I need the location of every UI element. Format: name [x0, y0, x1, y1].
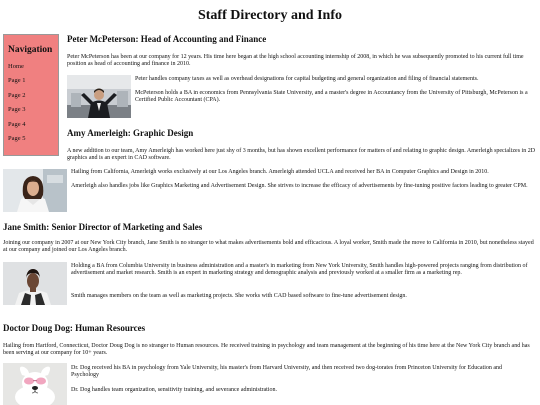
nav-link-page-2[interactable]: Page 2: [8, 91, 26, 99]
nav-link-page-5[interactable]: Page 5: [8, 134, 26, 142]
staff-paragraph-2-jane: Smith manages members on the team as well as marketing projects. She works with CAD based software to fine-tune advertisement design.: [71, 293, 407, 299]
staff-paragraph-1-peter: Peter handles company taxes as well as overhead designations for capital budgeting and general organization and filing of financial statements.: [135, 76, 479, 82]
page-title: Staff Directory and Info: [197, 8, 342, 23]
navigation-title: Navigation: [8, 45, 53, 55]
staff-paragraph-1-jane: Holding a BA from Columbia University in business administration and a master's in marketing from New York University, Smith handles high-powered projects ranging from distribution of advertisement and market research. Smith is an expert in marketing strategy and demographic analysis and previously worked at a smaller firm as a marketing rep.: [71, 263, 528, 277]
photo-peter: [67, 75, 131, 118]
staff-heading-peter: Peter McPeterson: Head of Accounting and Finance: [67, 34, 267, 44]
staff-heading-amy: Amy Amerleigh: Graphic Design: [67, 128, 194, 138]
staff-heading-jane: Jane Smith: Senior Director of Marketing and Sales: [3, 222, 203, 232]
nav-link-page-4[interactable]: Page 4: [8, 120, 26, 128]
photo-amy: [3, 169, 67, 212]
staff-intro-jane: Joining our company in 2007 at our New York City branch, Jane Smith is no stranger to what makes advertisements bold and efficacious. A loyal worker, Smith made the move to California in 2010, but nonetheless stayed at our company and joined our Los Angeles branch.: [3, 240, 534, 254]
staff-intro-doug: Hailing from Hartford, Connecticut, Doctor Doug Dog is no stranger to Human resources. He received training in psychology and team management at the beginning of his time here at the New York City branch and has been serving at our company for 10+ years.: [3, 343, 530, 357]
nav-link-page-1[interactable]: Page 1: [8, 77, 26, 85]
photo-doug: [3, 363, 67, 405]
staff-paragraph-2-amy: Amerleigh also handles jobs like Graphics Marketing and Advertisement Design. She strives to increase the efficacy of advertisements by fine-tuning positive factors leading to greater CPM.: [71, 183, 528, 189]
staff-paragraph-1-amy: Hailing from California, Amerleigh works exclusively at our Los Angeles branch. Amerleigh attended UCLA and received her BA in Computer Graphics and Design in 2010.: [71, 169, 489, 175]
staff-intro-amy: A new addition to our team, Amy Amerleigh has worked here just shy of 3 months, but has shown excellent performance for matters of and relating to graphic design. Amerleigh specializes in 2D graphics and is an expert in CAD software.: [67, 148, 536, 162]
nav-link-page-3[interactable]: Page 3: [8, 106, 26, 114]
nav-link-home[interactable]: Home: [8, 63, 24, 70]
staff-intro-peter: Peter McPeterson has been at our company for 12 years. His time here began at the high school accounting internship of 2008, in which he was subsequently promoted to his current full time position as head of accounting and finance in 2010.: [67, 54, 524, 68]
staff-paragraph-2-peter: McPeterson holds a BA in economics from Pennsylvania State University, and a master's degree in Accountancy from the University of Pittsburgh, McPeterson is a Certified Public Accountant (CPA).: [135, 90, 528, 104]
staff-heading-doug: Doctor Doug Dog: Human Resources: [3, 323, 146, 333]
staff-paragraph-1-doug: Dr. Dog received his BA in psychology from Yale University, his master's from Harvard University, and then received two dog-torates from Princeton University for Education and Psychology: [71, 365, 503, 379]
navigation-sidebar: [3, 34, 59, 156]
staff-paragraph-2-doug: Dr. Dog handles team organization, sensitivity training, and severance administration.: [71, 387, 278, 393]
photo-jane: [3, 262, 67, 305]
